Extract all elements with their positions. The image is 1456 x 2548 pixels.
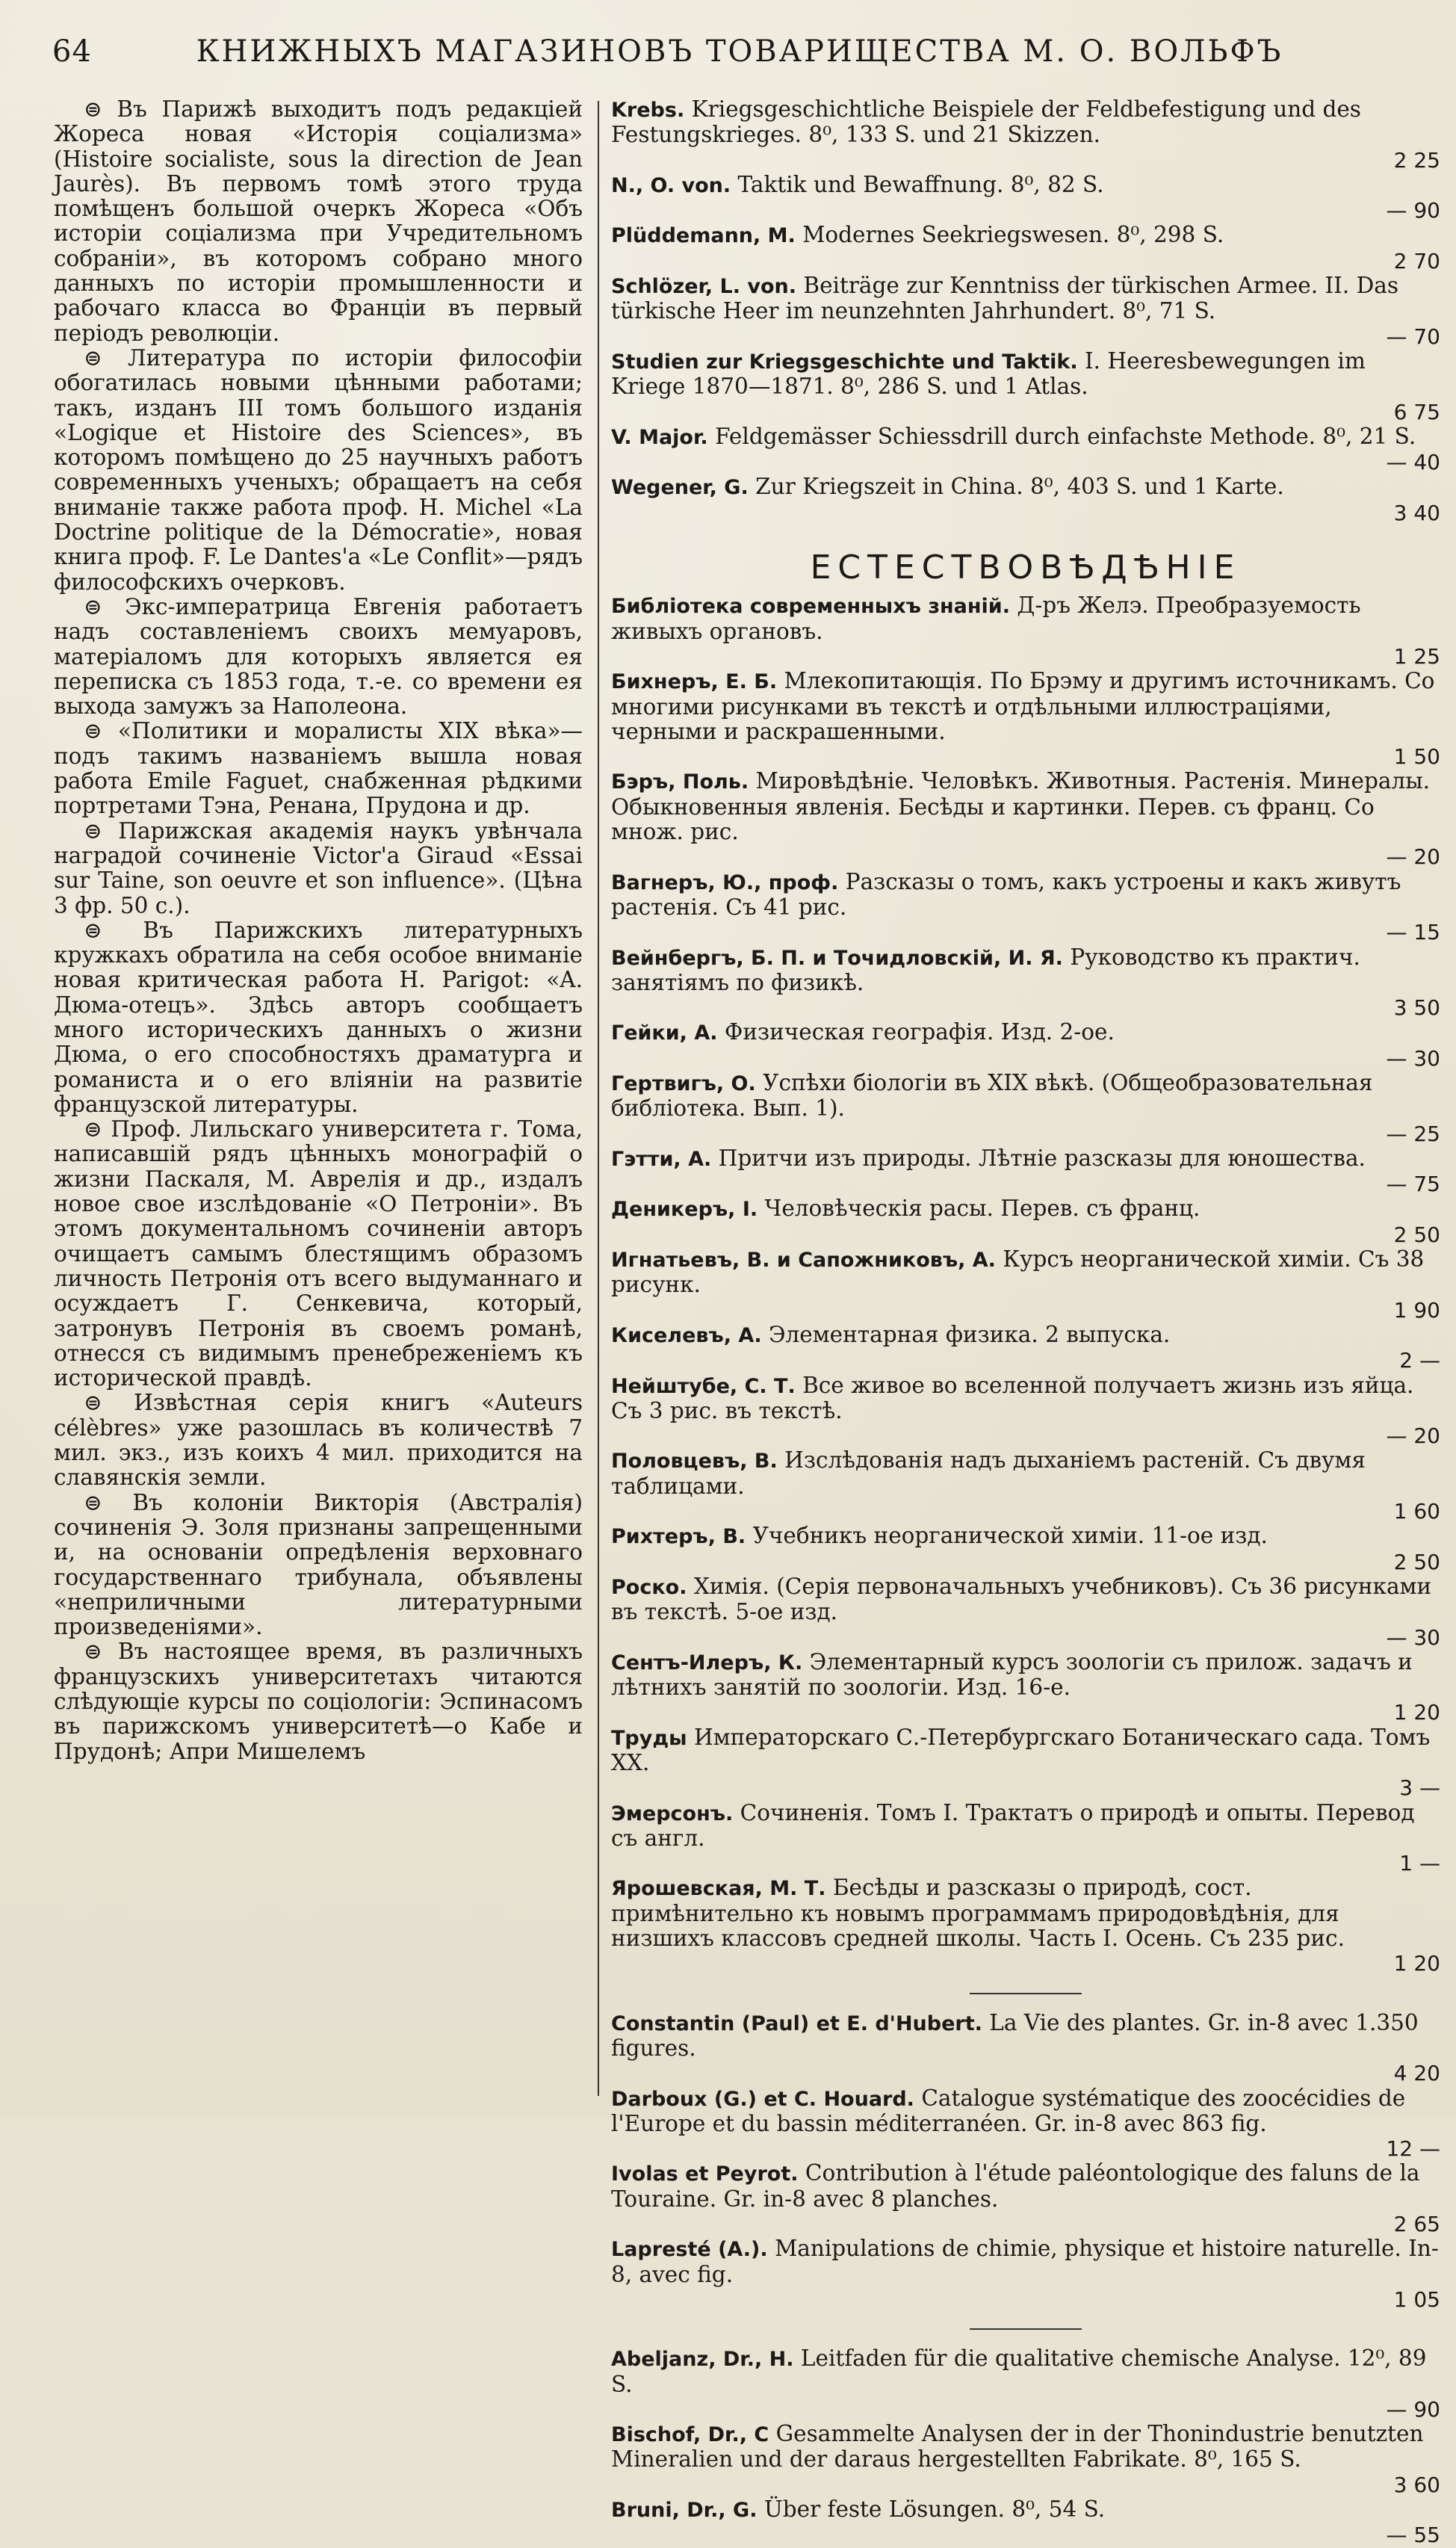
- entry-author: Гертвигъ, О.: [611, 1072, 756, 1095]
- catalogue-entry: [611, 349, 1440, 424]
- entry-author: Сентъ-Илеръ, К.: [611, 1651, 803, 1675]
- entry-author: Darboux (G.) et C. Houard.: [611, 2087, 914, 2111]
- catalogue-entry: [611, 1196, 1440, 1247]
- entry-title: Млекопитающія. По Брэму и другимъ источникамъ. Со многими рисунками въ текстѣ и отдѣльными иллюстраціями, черными и раскрашенными.: [611, 668, 1435, 744]
- entry-price: — 90: [1386, 198, 1440, 223]
- entry-title: I. Heeresbewegungen im Kriege 1870—1871. 8⁰, 286 S. und 1 Atlas.: [611, 347, 1366, 400]
- catalogue-entry: [611, 669, 1440, 769]
- entry-author: Krebs.: [611, 99, 685, 122]
- catalogue-entry: [611, 97, 1440, 173]
- entry-price: — 20: [1386, 1423, 1440, 1449]
- entry-price: — 40: [1386, 450, 1440, 475]
- entry-author: Половцевъ, В.: [611, 1450, 778, 1474]
- entry-price: 1 05: [1393, 2286, 1440, 2312]
- entry-title: Притчи изъ природы. Лѣтніе разсказы для юношества.: [718, 1145, 1366, 1171]
- catalogue-entry: [611, 1524, 1440, 1574]
- entry-price: 1 25: [1393, 643, 1440, 669]
- catalogue-entry: [611, 2422, 1440, 2497]
- entry-title: Мировѣдѣніе. Человѣкъ. Животныя. Растенія. Минералы. Обыкновенныя явленія. Бесѣды и картинки. Перев. съ франц. Со множ. рис.: [611, 768, 1431, 845]
- entry-price: 1 60: [1393, 1499, 1440, 1524]
- catalogue-entry: [611, 223, 1440, 273]
- entry-title: Элементарный курсъ зоологіи съ прилож. задачъ и лѣтнихъ занятій по зоологіи. Изд. 16-е.: [611, 1648, 1413, 1701]
- entry-price: 2 50: [1393, 1549, 1440, 1574]
- entry-title: Catalogue systématique des zoocécidies de l'Europe et du bassin méditerranéen. Gr. in-8 avec 863 fig.: [611, 2085, 1406, 2136]
- catalogue-entry: [611, 173, 1440, 223]
- entry-price: — 55: [1386, 2523, 1440, 2548]
- entry-price: — 25: [1386, 1121, 1440, 1146]
- entry-title: Modernes Seekriegswesen. 8⁰, 298 S.: [802, 222, 1224, 248]
- catalogue-column: [611, 97, 1440, 2548]
- entry-title: Элементарная физика. 2 выпуска.: [768, 1321, 1171, 1347]
- entry-author: Bruni, Dr., G.: [611, 2499, 758, 2523]
- entry-price: 1 —: [1399, 1851, 1440, 1876]
- entry-price: 2 70: [1393, 248, 1440, 273]
- entry-price: — 15: [1386, 920, 1440, 945]
- entry-price: 1 50: [1393, 744, 1440, 770]
- separator-rule: [970, 2328, 1082, 2330]
- entry-author: Библіотека современныхъ знаній.: [611, 595, 1010, 619]
- entry-title: Beiträge zur Kenntniss der türkischen Armee. II. Das türkische Heer im neunzehnten Jahrhundert. 8⁰, 71 S.: [611, 273, 1398, 324]
- catalogue-entry: [611, 424, 1440, 475]
- entry-title: Человѣческія расы. Перев. съ франц.: [764, 1196, 1201, 1222]
- entry-price: — 70: [1386, 324, 1440, 349]
- entry-title: Физическая географія. Изд. 2-ое.: [724, 1019, 1115, 1045]
- news-paragraph: ⊜ Въ колоніи Викторія (Австралія) сочиненія Э. Золя признаны запрещенными и, на основаніи опредѣленія верховнаго государственнаго трибунала, объявлены «неприличными литературными произведеніями».: [54, 1489, 583, 1640]
- catalogue-entry: [611, 945, 1440, 1021]
- entry-title: Leitfaden für die qualitative chemische Analyse. 12⁰, 89 S.: [611, 2346, 1427, 2397]
- entry-author: V. Major.: [611, 425, 708, 449]
- entry-author: N., O. von.: [611, 173, 731, 197]
- catalogue-entry: [611, 1146, 1440, 1197]
- entry-title: Бесѣды и разсказы о природѣ, сост. примѣнительно къ новымъ программамъ природовѣдѣнія, для низшихъ классовъ средней школы. Часть I. Осень. Съ 235 рис.: [611, 1875, 1345, 1952]
- catalogue-entry: [611, 2236, 1440, 2312]
- catalogue-entry: [611, 2086, 1440, 2162]
- catalogue-entry: [611, 2161, 1440, 2236]
- entry-author: Труды: [611, 1726, 687, 1750]
- news-paragraph: ⊜ Парижская академія наукъ увѣнчала наградой сочиненіе Victor'а Giraud «Essai sur Taine, son oeuvre et son influence». (Цѣна 3 фр. 50 с.).: [54, 817, 583, 918]
- entry-title: Taktik und Bewaffnung. 8⁰, 82 S.: [737, 171, 1104, 197]
- entry-title: Über feste Lösungen. 8⁰, 54 S.: [763, 2496, 1106, 2523]
- entry-author: Ярошевская, М. Т.: [611, 1877, 826, 1901]
- entry-title: Учебникъ неорганической химіи. 11-ое изд.: [752, 1523, 1268, 1549]
- entry-author: Гейки, А.: [611, 1021, 718, 1045]
- entry-author: Schlözer, L. von.: [611, 275, 796, 299]
- entry-price: 6 75: [1393, 399, 1440, 424]
- entry-author: Нейштубе, С. Т.: [611, 1374, 796, 1398]
- entry-author: Studien zur Kriegsgeschichte und Taktik.: [611, 350, 1078, 374]
- separator-rule: [970, 1993, 1082, 1994]
- catalogue-entry: [611, 1373, 1440, 1449]
- news-paragraph: ⊜ Извѣстная серія книгъ «Auteurs célèbres» уже разошлась въ количествѣ 7 мил. экз., изъ коихъ 4 мил. приходится на славянскія земли.: [54, 1390, 583, 1491]
- catalogue-entry: [611, 1071, 1440, 1146]
- entry-author: Рихтеръ, В.: [611, 1525, 746, 1549]
- news-paragraph: ⊜ Экс-императрица Евгенія работаетъ надъ составленіемъ своихъ мемуаровъ, матеріаломъ для которыхъ является ея переписка съ 1853 года, т.-е. со времени ея выхода замужъ за Наполеона.: [54, 593, 583, 720]
- news-paragraph: ⊜ Проф. Лильскаго университета г. Тома, написавшій рядъ цѣнныхъ монографій о жизни Паскаля, М. Аврелія и др., издалъ новое свое изслѣдованіе «О Петроніи». Въ этомъ документальномъ сочиненіи авторъ очищаетъ самымъ блестящимъ образомъ личность Петронія отъ всего выдуманнаго и осуждаетъ Г. Сенкевича, который, затронувъ Петронія въ своемъ романѣ, отнесся съ видимымъ пренебреженіемъ къ исторической правдѣ.: [54, 1116, 583, 1391]
- entry-title: Feldgemässer Schiessdrill durch einfachste Methode. 8⁰, 21 S.: [715, 423, 1416, 449]
- news-column: [54, 97, 583, 1764]
- entry-price: 4 20: [1393, 2061, 1440, 2086]
- catalogue-entry: [611, 1448, 1440, 1524]
- entry-price: 1 20: [1393, 1951, 1440, 1976]
- entry-author: Вагнеръ, Ю., проф.: [611, 871, 839, 894]
- entry-author: Бихнеръ, Е. Б.: [611, 670, 778, 694]
- entry-price: 3 40: [1393, 500, 1440, 525]
- entry-author: Гэтти, А.: [611, 1147, 712, 1171]
- entry-price: 1 20: [1393, 1700, 1440, 1725]
- entry-author: Роско.: [611, 1575, 687, 1599]
- entry-author: Киселевъ, А.: [611, 1323, 762, 1347]
- entry-title: Сочиненія. Томъ I. Трактатъ о природѣ и опыты. Перевод съ англ.: [611, 1799, 1415, 1851]
- entry-author: Abeljanz, Dr., H.: [611, 2348, 794, 2372]
- catalogue-entry: [611, 1247, 1440, 1323]
- entry-price: — 90: [1386, 2396, 1440, 2422]
- column-divider: [598, 101, 599, 2096]
- science-fr-list: [611, 2011, 1440, 2313]
- catalogue-entry: [611, 1725, 1440, 1801]
- entry-price: 2 50: [1393, 1222, 1440, 1247]
- entry-price: 3 —: [1399, 1775, 1440, 1801]
- entry-title: Manipulations de chimie, physique et histoire naturelle. In-8, avec fig.: [611, 2236, 1439, 2287]
- catalogue-entry: [611, 1801, 1440, 1876]
- entry-author: Деникеръ, І.: [611, 1198, 758, 1222]
- entry-title: Изслѣдованія надъ дыханіемъ растеній. Съ двумя таблицами.: [611, 1447, 1366, 1499]
- entry-title: Gesammelte Analysen der in der Thonindustrie benutzten Mineralien und der daraus hergestellten Fabrikate. 8⁰, 165 S.: [611, 2421, 1424, 2473]
- catalogue-entry: [611, 870, 1440, 945]
- news-paragraph: ⊜ Въ Парижскихъ литературныхъ кружкахъ обратила на себя особое вниманіе новая критическая работа H. Parigot: «A. Дюма-отецъ». Здѣсь авторъ сообщаетъ много историческихъ данныхъ о жизни Дюма, о его способностяхъ драматурга и романиста и о его вліяніи на развитіе французской литературы.: [54, 917, 583, 1117]
- entry-author: Wegener, G.: [611, 476, 749, 500]
- entry-title: Курсъ неорганической химіи. Съ 38 рисунк.: [611, 1246, 1425, 1298]
- entry-title: Руководство къ практич. занятіямъ по физикѣ.: [611, 944, 1360, 995]
- catalogue-entry: [611, 1574, 1440, 1650]
- catalogue-entry: [611, 593, 1440, 669]
- entry-author: Бэръ, Поль.: [611, 770, 749, 794]
- entry-price: — 75: [1386, 1172, 1440, 1197]
- entry-title: Разсказы о томъ, какъ устроены и какъ живутъ растенія. Съ 41 рис.: [611, 868, 1401, 920]
- entry-author: Игнатьевъ, В. и Сапожниковъ, А.: [611, 1249, 996, 1273]
- catalogue-entry: [611, 1650, 1440, 1725]
- entry-title: La Vie des plantes. Gr. in-8 avec 1.350 figures.: [611, 2009, 1419, 2061]
- entry-title: Химія. (Серія первоначальныхъ учебниковъ). Съ 36 рисунками въ текстѣ. 5-ое изд.: [611, 1573, 1432, 1625]
- entry-title: Все живое во вселенной получаетъ жизнь изъ яйца. Съ 3 рис. въ текстѣ.: [611, 1372, 1414, 1423]
- entry-price: 3 60: [1393, 2472, 1440, 2497]
- entry-price: 1 90: [1393, 1297, 1440, 1323]
- catalogue-entry: [611, 1323, 1440, 1373]
- entry-price: — 30: [1386, 1624, 1440, 1650]
- entry-title: Успѣхи біологіи въ XIX вѣкѣ. (Общеобразовательная библіотека. Вып. 1).: [611, 1069, 1373, 1122]
- entry-price: 2 25: [1393, 147, 1440, 173]
- running-title: КНИЖНЫХЪ МАГАЗИНОВЪ ТОВАРИЩЕСТВА М. О. ВОЛЬФЪ: [196, 34, 1283, 69]
- catalogue-entry: [611, 2011, 1440, 2086]
- news-paragraph: ⊜ «Политики и моралисты XIX вѣка»—подъ такимъ названіемъ вышла новая работа Emile Faguet, снабженная рѣдкими портретами Тэна, Ренана, Прудона и др.: [54, 718, 583, 819]
- page-number: 64: [52, 34, 92, 69]
- entry-price: 2 65: [1393, 2212, 1440, 2237]
- entry-title: Императорскаго С.-Петербургскаго Ботаническаго сада. Томъ XX.: [611, 1724, 1431, 1775]
- entry-author: Ivolas et Peyrot.: [611, 2162, 799, 2186]
- entry-price: 12 —: [1386, 2136, 1440, 2162]
- catalogue-entry: [611, 2497, 1440, 2548]
- catalogue-entry: [611, 474, 1440, 525]
- entry-author: Constantin (Paul) et E. d'Hubert.: [611, 2012, 982, 2035]
- military-list: [611, 97, 1440, 525]
- entry-price: 2 —: [1399, 1348, 1440, 1373]
- entry-price: — 30: [1386, 1045, 1440, 1071]
- news-paragraph: ⊜ Въ настоящее время, въ различныхъ французскихъ университетахъ читаются слѣдующіе курсы по соціологіи: Эспинасомъ въ парижскомъ университетѣ—о Кабе и Прудонѣ; Апри Мишелемъ: [54, 1639, 583, 1764]
- entry-author: Эмерсонъ.: [611, 1802, 734, 1825]
- entry-title: Kriegsgeschichtliche Beispiele der Feldbefestigung und des Festungskrieges. 8⁰, 133 S. und 21 Skizzen.: [611, 96, 1361, 148]
- page-header: [52, 30, 1427, 73]
- section-title: ЕСТЕСТВОВѢДѢНІЕ: [810, 548, 1242, 587]
- entry-author: Bischof, Dr., C: [611, 2423, 769, 2447]
- entry-price: — 20: [1386, 844, 1440, 870]
- entry-title: Zur Kriegszeit in China. 8⁰, 403 S. und 1 Karte.: [755, 474, 1284, 500]
- catalogue-entry: [611, 769, 1440, 869]
- catalogue-entry: [611, 1876, 1440, 1976]
- catalogue-entry: [611, 273, 1440, 349]
- entry-author: Lapresté (A.).: [611, 2238, 768, 2262]
- entry-author: Plüddemann, M.: [611, 224, 796, 248]
- entry-author: Вейнбергъ, Б. П. и Точидловскій, И. Я.: [611, 946, 1063, 970]
- catalogue-entry: [611, 2346, 1440, 2422]
- science-de-list: [611, 2346, 1440, 2547]
- catalogue-entry: [611, 1020, 1440, 1071]
- science-ru-list: [611, 593, 1440, 1976]
- entry-title: Contribution à l'étude paléontologique des faluns de la Touraine. Gr. in-8 avec 8 planches.: [611, 2160, 1420, 2212]
- entry-title: Д-ръ Желэ. Преобразуемость живыхъ органовъ.: [611, 593, 1361, 644]
- news-paragraph: ⊜ Въ Парижѣ выходитъ подъ редакціей Жореса новая «Исторія соціализма» (Histoire socialiste, sous la direction de Jean Jaurès). Въ первомъ томѣ этого труда помѣщенъ большой очеркъ Жореса «Объ исторіи соціализма при Учредительномъ собраніи», въ которомъ собрано много данныхъ по исторіи промышленности и рабочаго класса во Франціи въ первый періодъ революціи.: [54, 96, 583, 346]
- entry-price: 3 50: [1393, 995, 1440, 1021]
- news-paragraph: ⊜ Литература по исторіи философіи обогатилась новыми цѣнными работами; такъ, изданъ III томъ большого изданія «Logique et Histoire des Sciences», въ которомъ помѣщено до 25 научныхъ работъ современныхъ ученыхъ; обращаетъ на себя вниманіе также работа проф. H. Michel «La Doctrine politique de la Démocratie», новая книга проф. F. Le Dantes'а «Le Conflit»—рядъ философскихъ очерковъ.: [54, 344, 583, 595]
